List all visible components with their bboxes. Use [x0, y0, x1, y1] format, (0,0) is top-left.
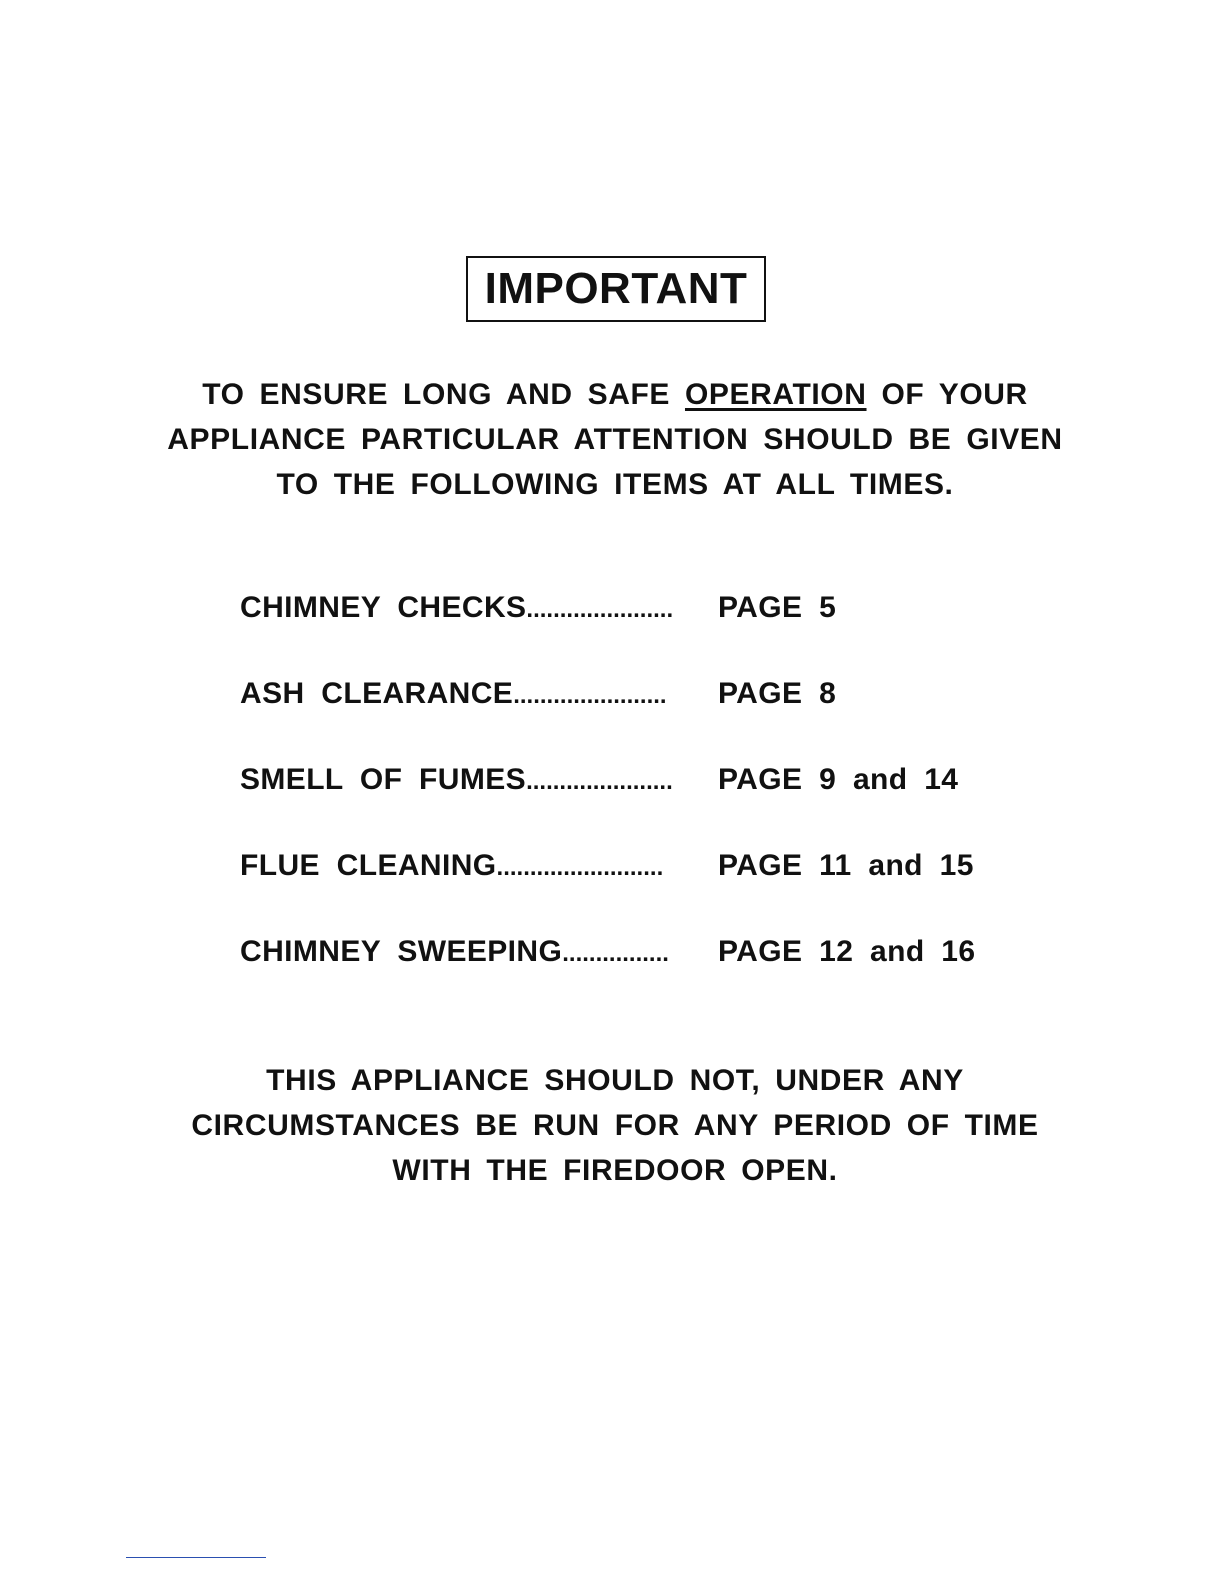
- item-leader-dots: ......................: [526, 596, 674, 623]
- page-title: IMPORTANT: [484, 264, 748, 313]
- item-leader-dots: ................: [562, 940, 669, 967]
- checklist-item-chimney-sweeping: [240, 932, 976, 972]
- checklist-item-ash-clearance: [240, 674, 837, 714]
- item-label: CHIMNEY SWEEPING: [240, 935, 563, 968]
- intro-line-1: [130, 372, 1100, 417]
- checklist-item-chimney-checks: [240, 588, 837, 628]
- item-leader-dots: ......................: [526, 768, 673, 795]
- warning-line-3: WITH THE FIREDOOR OPEN.: [392, 1154, 838, 1187]
- item-page-ref: PAGE 8: [718, 677, 837, 710]
- item-label: SMELL OF FUMES: [240, 763, 527, 796]
- warning-line-1: THIS APPLIANCE SHOULD NOT, UNDER ANY: [266, 1064, 964, 1097]
- intro-underlined-word: OPERATION: [684, 378, 867, 411]
- intro-line-1-start: TO ENSURE LONG AND SAFE: [202, 378, 685, 411]
- item-page-ref: PAGE 11 and 15: [718, 849, 974, 882]
- warning-line-2: CIRCUMSTANCES BE RUN FOR ANY PERIOD OF TIME: [191, 1109, 1039, 1142]
- intro-line-3: TO THE FOLLOWING ITEMS AT ALL TIMES.: [276, 468, 954, 501]
- item-page-ref: PAGE 12 and 16: [718, 935, 976, 968]
- warning-paragraph: [130, 1058, 1100, 1193]
- item-label: CHIMNEY CHECKS: [240, 591, 527, 624]
- intro-line-1-end: OF YOUR: [866, 378, 1028, 411]
- title-box: [466, 256, 766, 322]
- checklist-item-flue-cleaning: [240, 846, 974, 886]
- item-label: FLUE CLEANING: [240, 849, 497, 882]
- item-page-ref: PAGE 9 and 14: [718, 763, 959, 796]
- intro-paragraph: [130, 372, 1100, 507]
- item-label: ASH CLEARANCE: [240, 677, 514, 710]
- checklist-item-smell-of-fumes: [240, 760, 959, 800]
- intro-line-2: APPLIANCE PARTICULAR ATTENTION SHOULD BE GIVEN: [167, 423, 1063, 456]
- item-leader-dots: .........................: [496, 854, 664, 881]
- footer-rule: [126, 1557, 266, 1558]
- item-leader-dots: .......................: [513, 682, 667, 709]
- item-page-ref: PAGE 5: [718, 591, 837, 624]
